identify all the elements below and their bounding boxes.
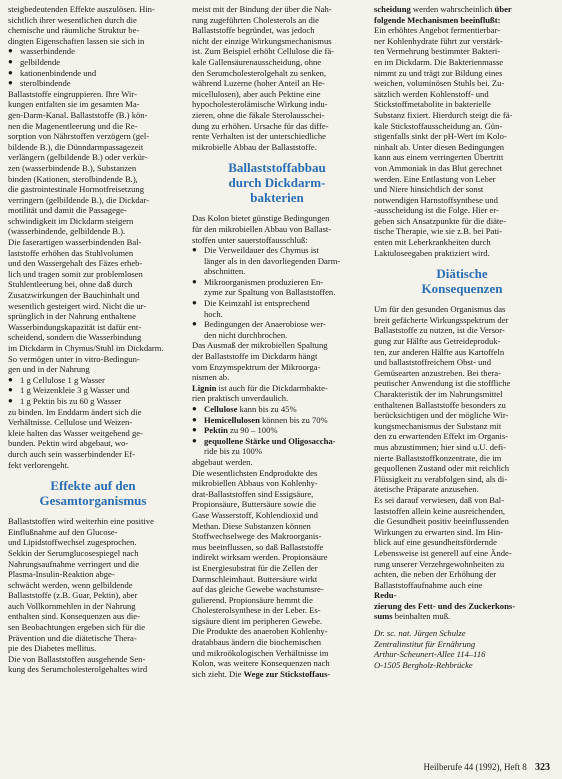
lignin-rest: ist auch für die Dickdarmbakte- [216,382,328,393]
list-item: ● gelbildende [8,57,178,68]
text-line: mikrobiellen Abbaus von Kohlenhy- [192,478,318,489]
text-line: Ballaststoffe begründet, was jedoch [192,25,315,36]
text-line: gung zur Hälfte aus Getreideproduk- [374,336,501,347]
text-line: abgebaut werden. [192,456,253,467]
list-item: zyme zur Spaltung von Ballaststoffen. [204,287,336,298]
text-line: pie des Diabetes mellitus. [8,643,97,654]
text-line: ten, zur anderen Hälfte aus Kartoffeln [374,346,505,357]
text-line: Ballaststoffen wird weiterhin eine positive [8,516,154,527]
text-line: Cholesterolsynthese in der Leber. Es- [192,605,321,616]
text-line: kungsmechanismus der Substanz mit [374,420,502,431]
text-line: indirekt wirksam werden. Propionsäure [192,552,328,563]
journal-citation: Heilberufe 44 (1992), Heft 8 [423,762,527,772]
text-line: die Gesundheit positiv beeinflussenden [374,516,509,527]
text-line: Stickstoffmetabolite in bakterielle [374,99,491,110]
body-text [192,4,362,152]
text-line: und Niere hinsichtlich der sonst [374,184,484,195]
author-line: Dr. sc. nat. Jürgen Schulze [374,628,466,639]
text-line: Diätische [436,266,488,282]
text-line: notwendigen Harnstoffsynthese und [374,194,498,205]
text-line: Das Ausmaß der mikrobiellen Spaltung [192,340,328,351]
list-item: ● sterolbindende [8,78,178,89]
list-item: ● Die Keimzahl ist entsprechend [192,298,362,309]
section-heading [192,160,362,205]
list-item: ● Die Verweildauer des Chymus ist [192,245,362,256]
text-line: chemische und räumliche Struktur be- [8,25,140,36]
list-item: ● wasserbindende [8,46,178,57]
text-line: kleie halten das Wasser weitgehend ge- [8,427,143,438]
text-line: ist. Zum Beispiel erhöht Cellulose die fä- [192,46,335,57]
text-line: Die Produkte des anaeroben Kohlenhy- [192,626,328,637]
degradation-rate: ride bis zu 100% [204,446,262,457]
text-line: den Serumcholesterolgehalt zu senken, [192,67,327,78]
text-line: mus abzustimmen; hier sind u.U. defi- [374,441,506,452]
text-line: zieren, ohne die fäkale Sterolausschei- [192,109,325,120]
text-line: motilität und damit die Passagege- [8,205,127,216]
list-item: ● 1 g Weizenkleie 3 g Wasser und [8,385,178,396]
text-line: lich und tragen somit zur problemlosen [8,268,143,279]
text-line: Die wesentlichsten Endprodukte des [192,467,318,478]
text-line: enten mit Leberkrankheiten durch [374,237,491,248]
text-line: drat-Ballaststoffen sind Essigsäure, [192,488,314,499]
text-line: enthalten sind. Konsequenzen aus die- [8,611,140,622]
text-line: und den Wassergehalt des Fäzes erheb- [8,258,143,269]
text-line: nismen ab. [192,372,230,383]
text-line: (wasserbindende, gelbildende B.). [8,226,126,237]
text-line: laststoffen allein keine ausreichenden, [374,505,506,516]
text-line: Gemüsearten anzustreben. Bei thera- [374,367,501,378]
text-line: Wasserbindungskapazität ist dafür ent- [8,321,142,332]
degradation-item [192,436,362,447]
text-line: der Ballaststoffe im Dickdarm hängt [192,351,318,362]
text-line: die gastrointestinale Hormotfreisetzung [8,184,145,195]
body-text [374,25,550,258]
text-line: So vermögen unter in vitro-Bedingun- [8,353,140,364]
last-line-bold: Wege zur Stickstoffaus- [243,668,331,679]
text-line: blick auf eine gesundheitsfördernde [374,537,497,548]
body-text [374,304,550,590]
text-line: durch auch sein wasserbindender Ef- [8,448,135,459]
text-line: Flüssigkeit zu verabfolgen sind, als di- [374,473,508,484]
text-line: Gesamtorganismus [39,493,147,509]
text-line: Stoffwechselwege des Makroorganis- [192,531,322,542]
text-line: gen-Darm-Kanal. Ballaststoffe (B.) kön- [8,109,148,120]
text-line: ninhalt ab. Unter diesen Bedingungen [374,141,505,152]
text-line: und ballaststoffreichem Obst- und [374,357,492,368]
list-item: ● 1 g Cellulose 1 g Wasser [8,375,178,386]
text-line: Ballaststoffaufnahme auch eine [374,579,483,590]
text-line: sprünglich in der Nahrung enthaltene [8,311,136,322]
author-line: Zentralinstitut für Ernährung [374,638,476,649]
text-line: meist mit der Bindung der über die Nah- [192,4,332,14]
author-block [374,628,550,670]
top-bold-b: über [494,4,512,14]
last-line-normal: sich zieht. Die [192,668,244,679]
text-line: kann aus einem verringerten Übertritt [374,152,504,163]
text-line: Ballaststoffe eingruppieren. Ihre Wir- [8,88,137,99]
text-line: nen die Magenentleerung und die Re- [8,120,138,131]
substance-name: Pektin [204,425,228,436]
text-line: stigenfalls sinkt der pH-Wert im Kolo- [374,131,507,142]
text-line: dratabbaus ändern die biochemischen [192,637,322,648]
text-line: Kolon, was weitere Konsequenzen nach [192,658,330,669]
text-line: sigsäure dient im peripheren Gewebe. [192,615,323,626]
text-line: auch Vollkornmehlen in der Nahrung [8,600,136,611]
text-line: hypocholesterolämische Wirkung indu- [192,99,328,110]
text-line: laststoffe erhöhen das Stuhlvolumen [8,247,134,258]
text-line: Stuhlentleerung bei, ohne daß durch [8,279,133,290]
degradation-item [192,446,362,457]
list-item: ● Mikroorganismen produzieren En- [192,277,362,288]
text-line: berücksichtigen und der mögliche Wir- [374,410,509,421]
text-line: dung zu erhöhen. Ursache für das diffe- [192,120,329,131]
text-line: Effekte auf den [50,478,136,494]
text-line: wesentlich gesteigert wird. Nicht die ur- [8,300,147,311]
conditions-list [192,245,362,340]
text-line: Prävention und die diätetische Thera- [8,632,137,643]
lignin-line2: rien praktisch unverdaulich. [192,393,289,404]
body-text [8,516,178,675]
text-line: zen (wasserbindende B.), Substanzen [8,162,137,173]
fiber-types-list [8,46,178,88]
intro-text [8,4,178,46]
text-line: Ballaststoffe zu nutzen, ist die Versor- [374,325,505,336]
substance-name: gequollene Stärke und Oligosaccha- [204,435,336,446]
top-rest: werden wahrscheinlich [410,4,495,14]
text-line: -ausscheidung ist die Folge. Hier er- [374,205,499,216]
text-line: dingten Eigenschaften lassen sie sich in [8,35,145,46]
closing-bold-3: sums [374,611,393,622]
body-text [192,213,362,245]
lignin-term: Lignin [192,382,217,393]
closing-rest-3: beinhalten muß. [392,611,451,622]
text-line: bildende B.), die Dünndarmpassagezeit [8,141,144,152]
degradation-item [192,425,362,436]
text-line: von Ammoniak in das Blut gerechnet [374,162,503,173]
text-line: Ballaststoffe (z.B. Guar, Pektin), aber [8,590,138,601]
text-line: Substanz fixiert. Hierdurch steigt die fä- [374,109,513,120]
substance-name: Cellulose [204,404,238,414]
text-line: Um für den gesunden Organismus das [374,304,506,315]
text-line: während Luzerne (hoher Anteil an He- [192,78,325,89]
text-line: für den mikrobiellen Abbau von Ballast- [192,223,332,234]
list-item: ● 1 g Pektin bis zu 60 g Wasser [8,396,178,407]
closing-line-3 [374,611,550,622]
list-item: hoch. [204,308,223,319]
list-item: abschnitten. [204,266,246,277]
text-line: Propionsäure, Buttersäure sowie die [192,499,317,510]
closing-bold-2: zierung des Fett- und des Zuckerkons- [374,600,516,611]
text-line: bunden. Pektin wird abgebaut, wo- [8,438,129,449]
degradation-rate: können bis zu 70% [259,414,328,425]
text-line: kale Stickstoffausscheidung an. Gün- [374,120,503,131]
text-line: bakterien [250,190,304,206]
text-line: kale Gallensäurenausscheidung, ohne [192,56,322,67]
list-item: länger als in den davorliegenden Darm- [204,255,341,266]
page-number: 323 [535,762,550,773]
text-line: Wirkungen zu erwarten sind. Im Hin- [374,526,503,537]
text-line: binden (Kationen, sterolbindende B.), [8,173,138,184]
list-item: ● kationenbindende und [8,68,178,79]
text-line: enthaltenen Ballaststoffe besonders zu [374,399,506,410]
text-line: Charakteristik der im Nahrungsmittel [374,389,503,399]
page-footer [424,762,550,773]
text-line: zu binden. Im Enddarm ändert sich die [8,406,142,417]
text-line: Das Kolon bietet günstige Bedingungen [192,213,330,224]
text-line: ten Vermehrung bestimmter Bakteri- [374,46,501,57]
top-line [374,4,550,15]
text-line: nicht der einzige Wirkungsmechanismus [192,35,332,46]
text-line: Einflußnahme auf den Glucose- [8,526,118,537]
lignin-text [192,383,362,404]
text-line: Gase Wasserstoff, Kohlendioxid und [192,509,318,520]
body-text [192,457,362,669]
degradation-rate: kann bis zu 45% [237,404,297,414]
text-line: sen Beobachtungen ergeben sich für die [8,622,146,633]
text-line: scheidend, sondern die Wasserbindung [8,332,142,343]
text-line: Ein erhöhtes Angebot fermentierbar- [374,25,501,36]
text-line: Laktuloseegaben praktiziert wird. [374,247,490,258]
section-heading [374,266,550,296]
text-line: schwächt werden, wenn gelbildende [8,579,133,590]
text-line: nierte Ballaststoffkonzentrate, die im [374,452,502,463]
text-line: kungen entfalten sie im gesamten Ma- [8,99,140,110]
text-line: en im Dickdarm. Die Bakterienmasse [374,56,504,67]
text-line: nimmt zu und trägt zur Bildung eines [374,67,503,78]
author-line: O-1505 Bergholz-Rehbrücke [374,659,473,670]
text-line: ist Energiesubstrat für die Zellen der [192,562,318,573]
last-line [192,669,362,680]
top-bold: scheidung [374,4,411,14]
text-line: Plasma-Insulin-Reaktion abge- [8,569,115,580]
body-text [8,407,178,471]
section-heading [8,478,178,508]
text-line: Konsequenzen [421,281,503,297]
text-line: Lebensweise ist generell auf eine Ände- [374,547,512,558]
list-item: den nicht durchbrochen. [204,329,288,340]
text-line: sätzlich werden Kohlenstoff- und [374,88,489,99]
degradation-item [192,415,362,426]
list-item: ● Bedingungen der Anaerobiose wer- [192,319,362,330]
text-line: Verhältnisse. Cellulose und Weizen- [8,417,133,428]
text-line: ätetische Präparate anzusehen. [374,484,479,495]
text-line: mus beeinflussen, so daß Ballaststoffe [192,541,324,552]
text-line: gulierend. Propionsäure hemmt die [192,594,313,605]
text-line: fekt verlorengeht. [8,459,70,470]
text-line: Methan. Diese Substanzen können [192,520,311,531]
column-2 [192,4,362,679]
water-binding-list [8,375,178,407]
text-line: kung des Serumcholesterolgehaltes wird [8,664,148,675]
text-line: schwindigkeit im Dickdarm steigern [8,215,134,226]
text-line: gequollenen Zustand oder mit reichlich [374,463,510,474]
degradation-item [192,404,362,415]
column-3 [374,4,550,670]
text-line: verlängern (gelbildende B.) oder verkür- [8,152,148,163]
text-line: rente Verhalten ist der unterschiedliche [192,131,326,142]
body-text [192,340,362,382]
text-line: Zusatzwirkungen der Bauchinhalt und [8,290,140,301]
top-bold-line2: folgende Mechanismen beeinflußt: [374,14,501,25]
text-line: und Lipidstoffwechsel zugesprochen. [8,537,137,548]
text-line: peutischer Anwendung ist die stoffliche [374,378,511,389]
text-line: verringern (gelbildende B.), die Dickdar- [8,194,150,205]
text-line: rung unserer Verzehrgewohnheiten zu [374,558,505,569]
column-1 [8,4,178,675]
text-line: vom Enzymspektrum der Mikroorga- [192,361,321,372]
degradation-list [192,404,362,457]
text-line: rung zugeführten Cholesterols an die [192,14,319,25]
text-line: werden. Eine Entlastung von Leber [374,173,496,184]
text-line: Die von Ballaststoffen ausgehende Sen- [8,653,146,664]
text-line: sichtlich ihrer wesentlichen durch die [8,14,137,25]
text-line: breit gefächerte Wirkungsspektrum der [374,314,509,325]
text-line: Nahrungsaufnahme verringert und die [8,558,140,569]
text-line: weichen, voluminösen Stuhls bei. Zu- [374,78,505,89]
text-line: durch Dickdarm- [228,175,326,191]
text-line: achten, die neben der Erhöhung der [374,569,497,580]
text-line: sorption von Nährstoffen verzögern (gel- [8,131,150,142]
text-line: auf das gleiche Gewebe wachstumsre- [192,584,324,595]
text-line: Sekkin der Serumglucosespiegel nach [8,547,139,558]
text-line: geben sich Ansatzpunkte für die diäte- [374,215,506,226]
body-text [8,89,178,375]
text-line: steigbedeutenden Effekte auszulösen. Hin- [8,4,155,14]
text-line: Darmschleimhaut. Buttersäure wirkt [192,573,318,584]
text-line: stoffen unter sauerstoffausschluß: [192,234,308,245]
text-line: Ballaststoffabbau [228,160,326,176]
text-line: im Dickdarm in Chymus/Stuhl im Dickdarm. [8,343,164,353]
text-line: gen und in der Nahrung [8,364,90,375]
text-line: mikrobielle Abbau der Ballaststoffe. [192,141,317,152]
text-line: den zu erwartenden Effekt im Organis- [374,431,509,442]
text-line: ner Kohlenhydrate führt zur verstärk- [374,35,503,46]
substance-name: Hemicellulosen [204,414,260,425]
closing-bold-1: Redu- [374,590,397,601]
degradation-rate: zu 90 – 100% [227,425,278,436]
text-line: tische Therapie, wie sie z.B. bei Pati- [374,226,502,237]
text-line: Die faserartigen wasserbindenden Bal- [8,237,142,248]
author-line: Arthur-Scheunert-Allee 114–116 [374,649,486,660]
text-line: micellulosen), aber auch Pektine eine [192,88,321,99]
text-line: und mikroökologischen Verhältnisse im [192,647,329,658]
text-line: Es sei darauf verwiesen, daß von Bal- [374,494,505,505]
